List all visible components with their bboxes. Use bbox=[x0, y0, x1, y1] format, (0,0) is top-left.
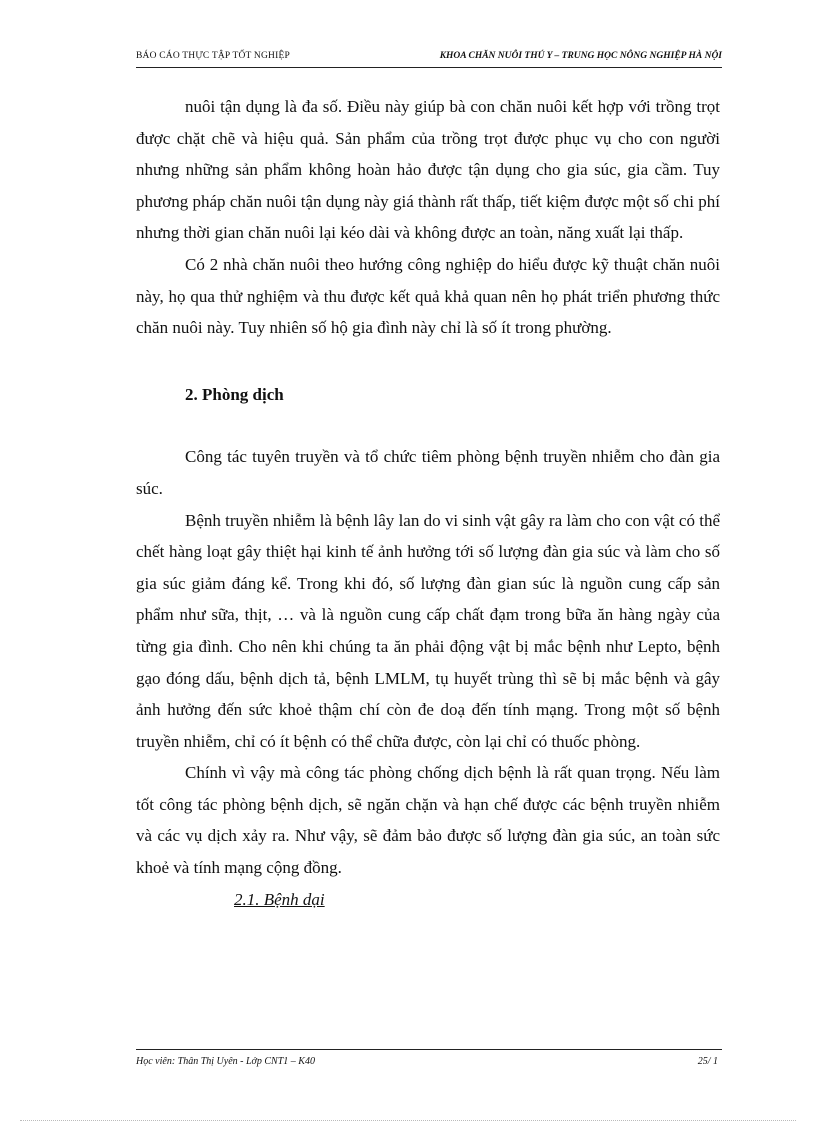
paragraph-1: nuôi tận dụng là đa số. Điều này giúp bà con chăn nuôi kết hợp với trồng trọt được chặt chẽ và hiệu quả. Sản phẩm của trồng trọt được phục vụ cho con người nhưng những sản phẩm không hoàn hảo được tận dụng cho gia súc, gia cầm. Tuy phương pháp chăn nuôi tận dụng này giá thành rất thấp, tiết kiệm được một số chi phí nhưng thời gian chăn nuôi lại kéo dài và không được an toàn, năng xuất lại thấp. bbox=[136, 97, 720, 243]
page-body bbox=[136, 91, 720, 915]
header-report-title: BÁO CÁO THỰC TẬP TỐT NGHIỆP bbox=[136, 51, 290, 61]
paragraph-2: Có 2 nhà chăn nuôi theo hướng công nghiệp do hiểu được kỹ thuật chăn nuôi này, họ qua thử nghiệm và thu được kết quả khả quan nên họ phát triển phương thức chăn nuôi này. Tuy nhiên số hộ gia đình này chỉ là số ít trong phường. bbox=[136, 254, 720, 338]
paragraph-5: Chính vì vậy mà công tác phòng chống dịch bệnh là rất quan trọng. Nếu làm tốt công tác phòng bệnh dịch, sẽ ngăn chặn và hạn chế được các bệnh truyền nhiễm và các vụ dịch xảy ra. Như vậy, sẽ đảm bảo được số lượng đàn gia súc, an toàn sức khoẻ và tính mạng cộng đồng. bbox=[136, 763, 720, 878]
paragraph-4: Bệnh truyền nhiễm là bệnh lây lan do vi sinh vật gây ra làm cho con vật có thể chết hàng loạt gây thiệt hại kinh tế ảnh hưởng tới số lượng đàn gia súc và làm cho số gia súc giảm đáng kể. Trong khi đó, số lượng đàn gian súc là nguồn cung cấp sản phẩm như sữa, thịt, … và là nguồn cung cấp chất đạm trong bữa ăn hàng ngày của từng gia đình. Cho nên khi chúng ta ăn phải động vật bị mắc bệnh như Lepto, bệnh gạo đóng dấu, bệnh dịch tả, bệnh LMLM, tụ huyết trùng thì sẽ bị mắc bệnh và gây ảnh hưởng đến sức khoẻ thậm chí còn đe doạ đến tính mạng. Trong một số bệnh truyền nhiễm, chỉ có ít bệnh có thể chữa được, còn lại chỉ có thuốc phòng. bbox=[136, 510, 720, 751]
page-edge-divider bbox=[20, 1120, 796, 1121]
header-faculty-name: KHOA CHĂN NUÔI THÚ Y – TRUNG HỌC NÔNG NGHIỆP HÀ NỘI bbox=[439, 51, 722, 61]
page-header bbox=[136, 49, 722, 68]
paragraph-3: Công tác tuyên truyền và tổ chức tiêm phòng bệnh truyền nhiễm cho đàn gia súc. bbox=[136, 447, 720, 498]
section-heading: 2. Phòng dịch bbox=[185, 384, 284, 404]
subsection-heading: 2.1. Bệnh dại bbox=[234, 889, 325, 909]
page-footer bbox=[136, 1049, 722, 1067]
page-number: 25/ 1 bbox=[697, 1056, 718, 1067]
footer-student-info: Học viên: Thân Thị Uyên - Lớp CNT1 – K40 bbox=[136, 1056, 315, 1067]
